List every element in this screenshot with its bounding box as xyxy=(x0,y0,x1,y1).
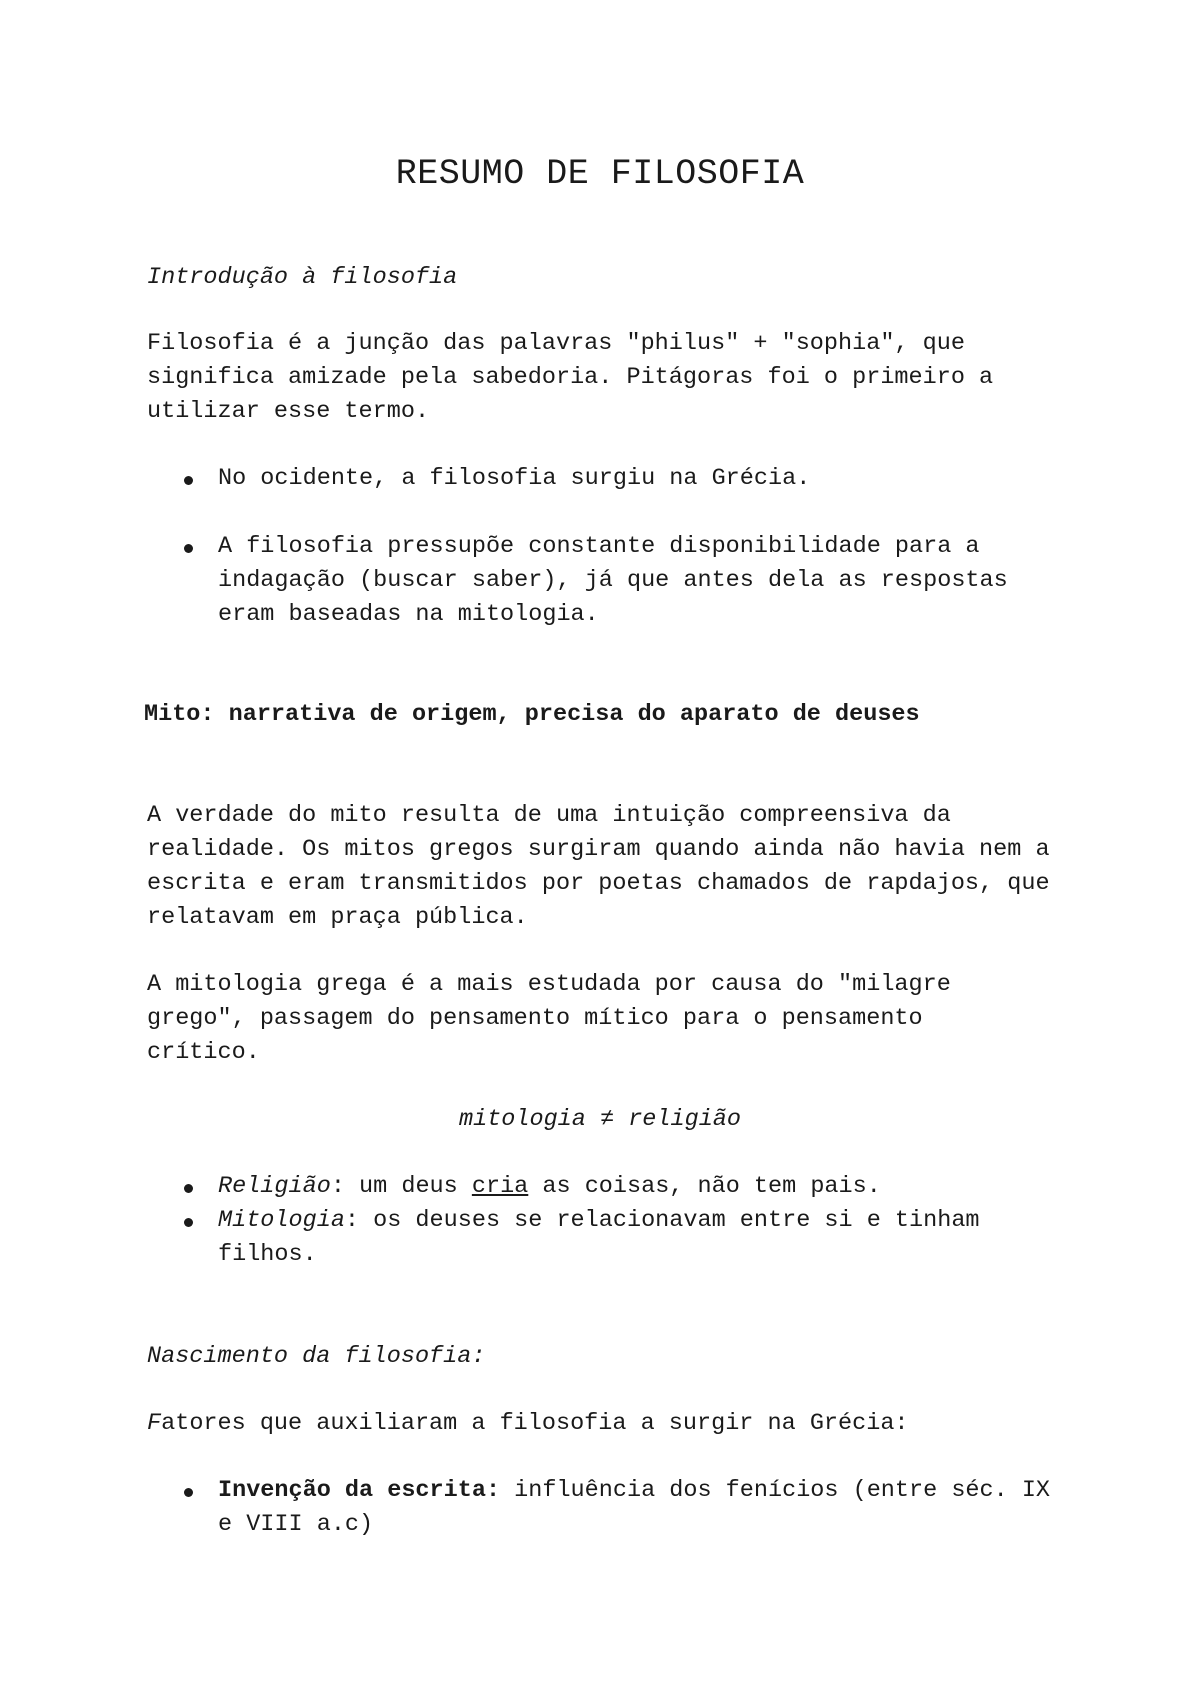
section-heading-nascimento: Nascimento da filosofia: xyxy=(147,1343,486,1370)
list-item-term: Mitologia xyxy=(218,1207,345,1234)
nascimento-intro-first-letter: F xyxy=(147,1410,162,1437)
section-heading-intro: Introdução à filosofia xyxy=(147,264,458,291)
list-item-text: as coisas, não tem pais. xyxy=(528,1173,881,1200)
bullet-icon xyxy=(184,1184,193,1193)
intro-paragraph: Filosofia é a junção das palavras "philus" + "sophia", que significa amizade pela sabedoria. Pitágoras foi o primeiro a utilizar esse termo. xyxy=(147,330,994,425)
list-item xyxy=(218,462,1078,496)
list-item-text: No ocidente, a filosofia surgiu na Grécia. xyxy=(218,465,811,492)
underlined-word: cria xyxy=(471,1173,529,1200)
nascimento-intro xyxy=(147,1407,1077,1441)
document-title: RESUMO DE FILOSOFIA xyxy=(395,154,805,194)
bullet-icon xyxy=(184,1488,193,1497)
list-item-text: : um deus xyxy=(330,1173,472,1200)
list-item xyxy=(218,1474,1058,1542)
list-item-term: Religião xyxy=(218,1173,331,1200)
nascimento-intro-text: atores que auxiliaram a filosofia a surgir na Grécia: xyxy=(161,1410,909,1437)
bullet-icon xyxy=(184,544,193,553)
mito-paragraph-1: A verdade do mito resulta de uma intuição compreensiva da realidade. Os mitos gregos surgiram quando ainda não havia nem a escrita e eram transmitidos por poetas chamados de rapdajos, que relatavam em praça pública. xyxy=(147,802,1050,931)
list-item-term: Invenção da escrita: xyxy=(218,1477,501,1504)
equation-line: mitologia ≠ religião xyxy=(458,1106,742,1133)
list-item-text: A filosofia pressupõe constante disponibilidade para a indagação (buscar saber), já que antes dela as respostas eram baseadas na mitologia. xyxy=(218,533,1008,628)
bullet-icon xyxy=(184,1218,193,1227)
mito-paragraph-2: A mitologia grega é a mais estudada por causa do "milagre grego", passagem do pensamento mítico para o pensamento crítico. xyxy=(147,971,951,1066)
section-heading-mito: Mito: narrativa de origem, precisa do aparato de deuses xyxy=(144,701,920,728)
list-item-text: influência dos fenícios (entre séc. IX e VIII a.c) xyxy=(218,1477,1051,1538)
list-item-text: : os deuses se relacionavam entre si e tinham filhos. xyxy=(218,1207,980,1268)
list-item xyxy=(218,1170,1078,1204)
bullet-icon xyxy=(184,476,193,485)
list-item xyxy=(218,530,1048,632)
list-item xyxy=(218,1204,1018,1272)
